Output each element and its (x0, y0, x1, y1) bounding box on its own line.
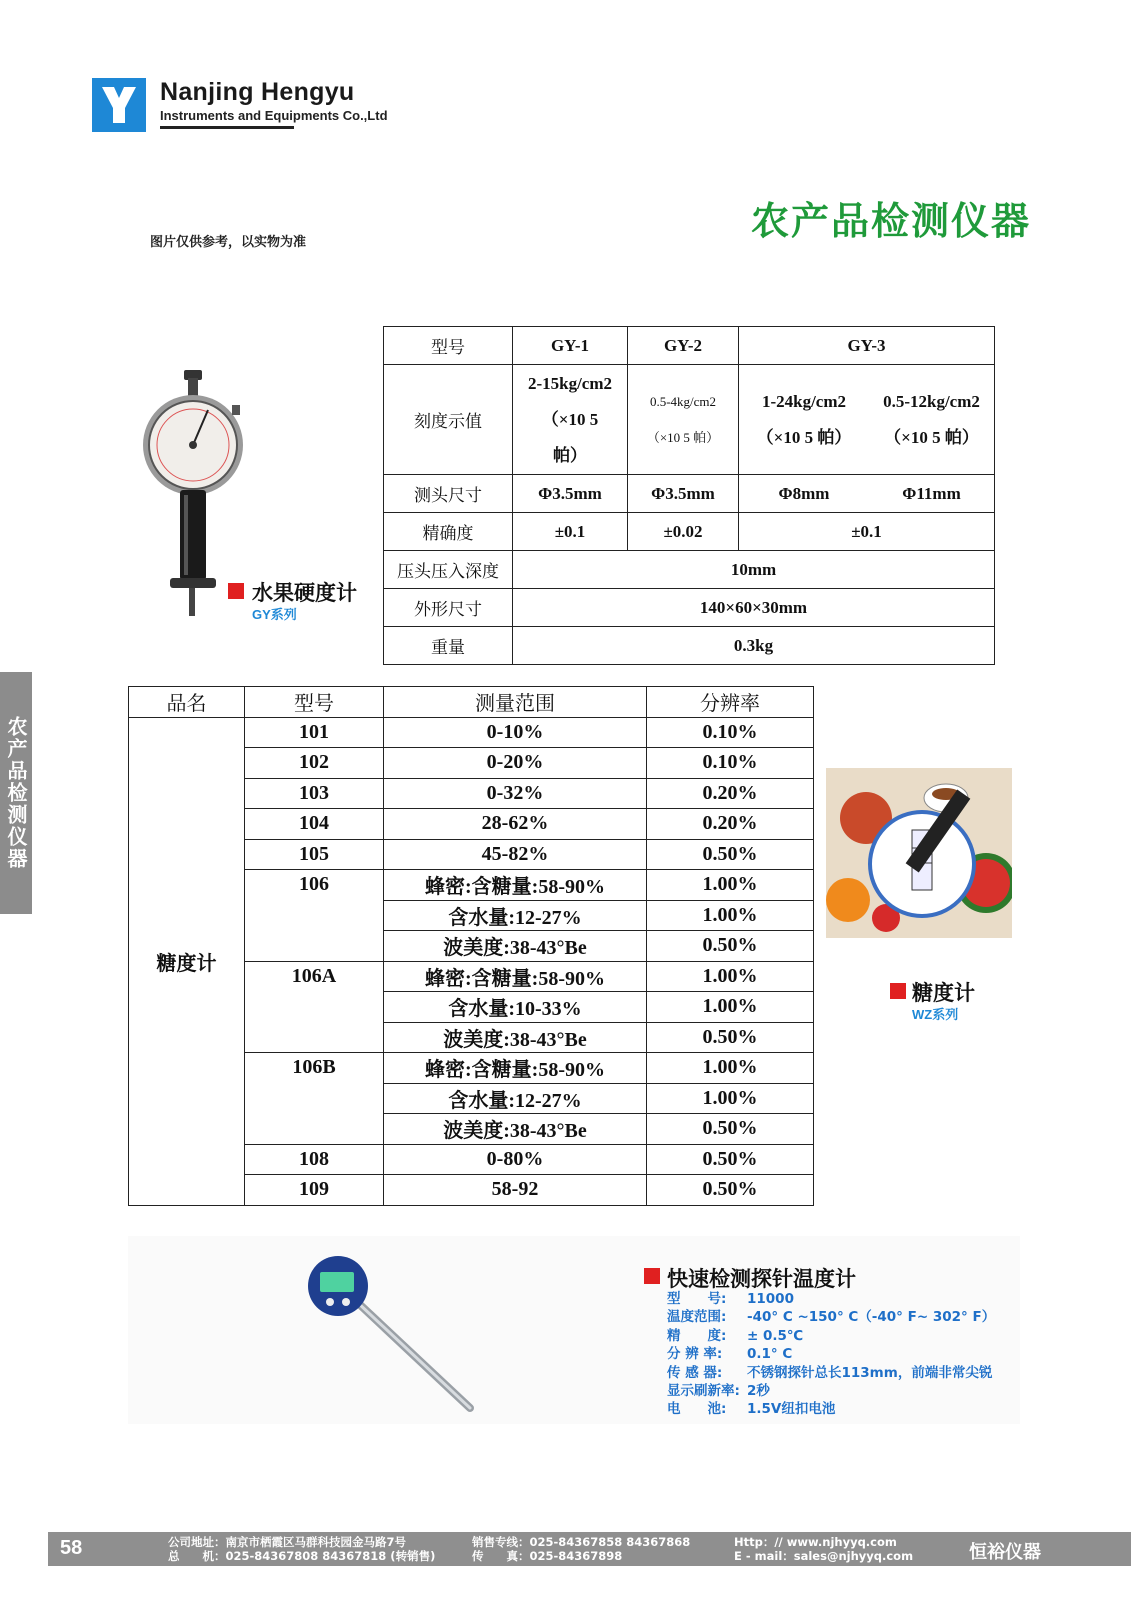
model-gy2: GY-2 (628, 327, 739, 365)
probe-gy2: Φ3.5mm (628, 475, 739, 513)
size-value: 140×60×30mm (513, 589, 995, 627)
refractometer-spec-table (128, 686, 814, 1206)
table-row: 103 0-32% 0.20% (129, 778, 814, 809)
scale-gy2: 0.5-4kg/cm2 （×10 5 帕） (628, 365, 739, 475)
weight-label: 重量 (384, 627, 513, 665)
size-label: 外形尺寸 (384, 589, 513, 627)
table-row: 104 28-62% 0.20% (129, 809, 814, 840)
spec-line: 温度范围: -40° C ~150° C（-40° F~ 302° F） (667, 1309, 996, 1326)
header-range: 测量范围 (384, 687, 647, 718)
hardness-name: 水果硬度计 (252, 581, 357, 605)
table-row: 含水量:10-33% 1.00% (129, 992, 814, 1023)
scale-gy3a: 1-24kg/cm2 （×10 5 帕） (739, 365, 870, 475)
table-row: 106B 蜂密:含糖量:58-90% 1.00% (129, 1053, 814, 1084)
spec-line: 精 度: ± 0.5℃ (667, 1327, 804, 1344)
model-gy3: GY-3 (739, 327, 995, 365)
header-product: 品名 (129, 687, 245, 718)
spec-line: 电 池: 1.5V纽扣电池 (667, 1401, 836, 1418)
footer-contact-3: Http：// www.njhyyq.com E - mail：sales@njhyyq.com (734, 1535, 914, 1563)
probe-gy1: Φ3.5mm (513, 475, 628, 513)
depth-value: 10mm (513, 551, 995, 589)
logo-underline (160, 126, 294, 129)
spec-line: 分 辨 率: 0.1° C (667, 1346, 793, 1363)
accuracy-gy3: ±0.1 (739, 513, 995, 551)
header-resolution: 分辨率 (647, 687, 814, 718)
scale-label: 刻度示值 (384, 365, 513, 475)
footer-brand: 恒裕仪器 (969, 1542, 1041, 1563)
red-bullet-icon (890, 983, 906, 999)
refractometer-name: 糖度计 (912, 981, 975, 1005)
spec-line: 型 号: 11000 (667, 1291, 794, 1307)
company-name: Nanjing Hengyu (160, 78, 355, 106)
table-row: 108 0-80% 0.50% (129, 1144, 814, 1175)
thermometer-name: 快速检测探针温度计 (667, 1267, 856, 1291)
table-row: 106A 蜂密:含糖量:58-90% 1.00% (129, 961, 814, 992)
probe-label: 测头尺寸 (384, 475, 513, 513)
probe-gy3b: Φ11mm (869, 475, 995, 513)
table-row: 含水量:12-27% 1.00% (129, 1083, 814, 1114)
thermometer-image (300, 1256, 480, 1416)
table-row: 波美度:38-43°Be 0.50% (129, 1114, 814, 1145)
header-model: 型号 (245, 687, 384, 718)
footer-contact-2: 销售专线：025-84367858 84367868 传 真：025-84367898 (472, 1535, 691, 1563)
page-number: 58 (60, 1537, 83, 1559)
hardness-series: GY系列 (252, 607, 297, 622)
red-bullet-icon (228, 583, 244, 599)
accuracy-gy1: ±0.1 (513, 513, 628, 551)
table-row: 109 58-92 0.50% (129, 1175, 814, 1206)
table-row: 糖度计 101 0-10% 0.10% (129, 717, 814, 748)
table-header-model: 型号 (384, 327, 513, 365)
refractometer-image (826, 768, 1012, 938)
spec-line: 显示刷新率: 2秒 (667, 1383, 770, 1400)
product-name-cell: 糖度计 (129, 717, 245, 1205)
logo-y-icon (92, 78, 146, 132)
table-row: 106 蜂密:含糖量:58-90% 1.00% (129, 870, 814, 901)
hardness-spec-table (383, 326, 995, 665)
side-category-tab: 农产品检测仪器 (0, 672, 32, 914)
disclaimer: 图片仅供参考，以实物为准 (150, 235, 307, 250)
company-subtitle: Instruments and Equipments Co.,Ltd (160, 108, 388, 123)
company-logo (92, 78, 146, 132)
table-row: 波美度:38-43°Be 0.50% (129, 931, 814, 962)
weight-value: 0.3kg (513, 627, 995, 665)
depth-label: 压头压入深度 (384, 551, 513, 589)
refractometer-series: WZ系列 (912, 1007, 959, 1022)
accuracy-gy2: ±0.02 (628, 513, 739, 551)
scale-gy3b: 0.5-12kg/cm2 （×10 5 帕） (869, 365, 995, 475)
accuracy-label: 精确度 (384, 513, 513, 551)
spec-line: 传 感 器: 不锈钢探针总长113mm，前端非常尖锐 (667, 1364, 993, 1381)
thermometer-specs (667, 1290, 995, 1419)
page-title: 农产品检测仪器 (750, 199, 1031, 243)
scale-gy1: 2-15kg/cm2 （×10 5 帕） (513, 365, 628, 475)
table-row: 102 0-20% 0.10% (129, 748, 814, 779)
table-row: 波美度:38-43°Be 0.50% (129, 1022, 814, 1053)
probe-gy3a: Φ8mm (739, 475, 870, 513)
table-row: 含水量:12-27% 1.00% (129, 900, 814, 931)
red-bullet-icon (644, 1268, 660, 1284)
table-row: 105 45-82% 0.50% (129, 839, 814, 870)
footer-contact-1: 公司地址：南京市栖霞区马群科技园金马路7号 总 机：025-84367808 84367818 (转销售) (168, 1535, 436, 1563)
model-gy1: GY-1 (513, 327, 628, 365)
